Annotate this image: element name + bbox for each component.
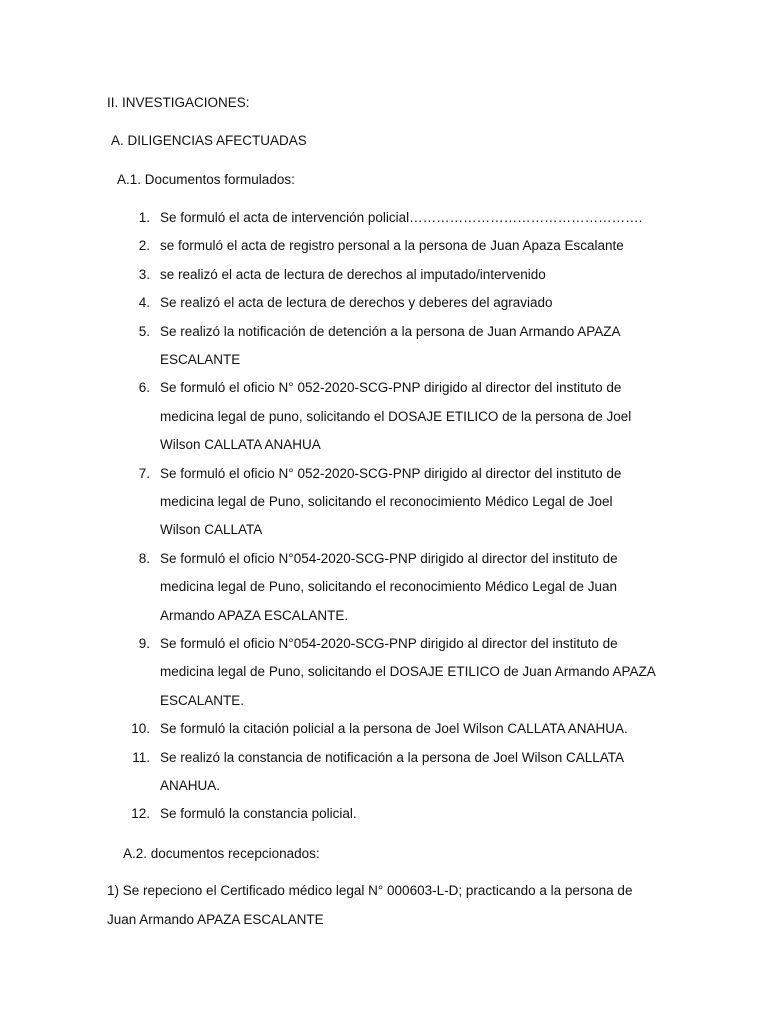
list-item-number: 12. [131, 806, 150, 821]
list-item-text: Se formuló la citación policial a la persona de Joel Wilson CALLATA ANAHUA. [160, 721, 628, 736]
list-item-text: Se realizó la constancia de notificación a la persona de Joel Wilson CALLATA [160, 750, 625, 765]
list-item-number: 5. [138, 324, 150, 339]
list-item-text: Se realizó la notificación de detención a la persona de Juan Armando APAZA [160, 324, 621, 339]
received-document-line-2: Juan Armando APAZA ESCALANTE [107, 912, 324, 927]
list-item-text: Se formuló el oficio N°054-2020-SCG-PNP dirigido al director del instituto de [160, 551, 618, 566]
list-item-number: 9. [138, 636, 150, 651]
list-item-text: medicina legal de Puno, solicitando el reconocimiento Médico Legal de Joel [160, 494, 613, 509]
list-item-text: Se formuló la constancia policial. [160, 806, 357, 821]
list-item-number: 7. [138, 466, 150, 481]
list-item-text: ESCALANTE. [160, 693, 245, 708]
list-item-text: Se formuló el oficio N° 052-2020-SCG-PNP dirigido al director del instituto de [160, 380, 622, 395]
list-item-number: 11. [132, 750, 150, 765]
list-item-number: 8. [138, 551, 150, 566]
list-item-number: 2. [138, 238, 150, 253]
subsection-a-heading: A. DILIGENCIAS AFECTUADAS [111, 133, 307, 148]
list-item-number: 6. [138, 380, 150, 395]
subsection-a1-heading: A.1. Documentos formulados: [117, 172, 295, 187]
list-item-text: se formuló el acta de registro personal a la persona de Juan Apaza Escalante [160, 238, 624, 253]
list-item-text: se realizó el acta de lectura de derechos al imputado/intervenido [160, 267, 546, 282]
list-item-text: Se realizó el acta de lectura de derechos y deberes del agraviado [160, 295, 553, 310]
list-item-number: 1. [138, 210, 150, 225]
list-item-text: medicina legal de puno, solicitando el DOSAJE ETILICO de la persona de Joel [160, 409, 632, 424]
list-item-text: Wilson CALLATA ANAHUA [160, 437, 321, 452]
list-item-text: medicina legal de Puno, solicitando el DOSAJE ETILICO de Juan Armando APAZA [160, 664, 656, 679]
list-item-text: Se formuló el oficio N°054-2020-SCG-PNP dirigido al director del instituto de [160, 636, 618, 651]
list-item-text: Se formuló el acta de intervención policial……………………………………………. [160, 210, 643, 225]
list-item-text: Armando APAZA ESCALANTE. [160, 608, 349, 623]
section-title: II. INVESTIGACIONES: [107, 95, 250, 110]
list-item-text: Se formuló el oficio N° 052-2020-SCG-PNP dirigido al director del instituto de [160, 466, 622, 481]
list-item-text: medicina legal de Puno, solicitando el reconocimiento Médico Legal de Juan [160, 579, 618, 594]
received-document-line-1: 1) Se repeciono el Certificado médico legal N° 000603-L-D; practicando a la persona de [107, 883, 633, 898]
list-item-text: ANAHUA. [160, 778, 221, 793]
list-item-number: 10. [131, 721, 150, 736]
list-item-text: ESCALANTE [160, 352, 241, 367]
list-item-number: 3. [138, 267, 150, 282]
list-item-number: 4. [138, 295, 150, 310]
list-item-text: Wilson CALLATA [160, 522, 263, 537]
subsection-a2-heading: A.2. documentos recepcionados: [123, 846, 320, 861]
